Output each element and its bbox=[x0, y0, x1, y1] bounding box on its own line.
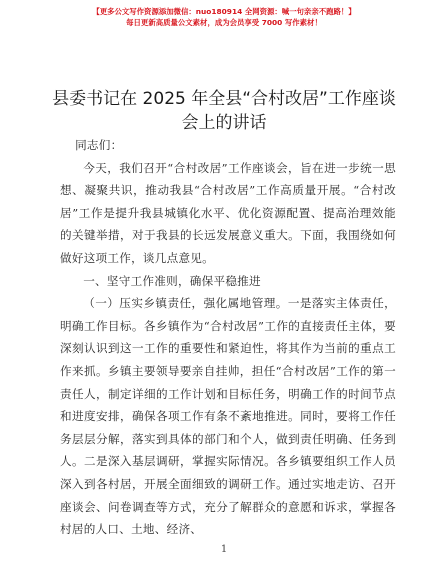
section-heading: 一、坚守工作准则，确保平稳推进 bbox=[83, 273, 261, 288]
document-title-line-2: 会上的讲话 bbox=[181, 113, 267, 133]
promo-banner-line-1: 【更多公文写作资源添加微信：nuo180914 全网资源：喊一句亲亲不跑路！】 bbox=[92, 7, 356, 16]
document-title-line-1: 县委书记在 2025 年全县“合村改居”工作座谈 bbox=[52, 89, 396, 109]
document-title bbox=[0, 87, 448, 135]
greeting: 同志们： bbox=[75, 138, 123, 152]
document-body bbox=[60, 134, 396, 541]
section-paragraph: （一）压实乡镇责任，强化属地管理。一是落实主体责任，明确工作目标。各乡镇作为“合村改居”工作的直接责任主体，要深刻认识到这一工作的重要性和紧迫性，将其作为当前的重点工作来抓。乡镇主要领导要亲自挂帅，担任“合村改居”工作的第一责任人，制定详细的工作计划和目标任务，明确工作的时间节点和进度安排，确保各项工作有条不紊地推进。同时，要将工作任务层层分解，落实到具体的部门和个人，做到责任明确、任务到人。二是深入基层调研，掌握实际情况。各乡镇要组织工作人员深入到各村居，开展全面细致的调研工作。通过实地走访、召开座谈会、问卷调查等方式，充分了解群众的意愿和诉求，掌握各村居的人口、土地、经济、 bbox=[60, 296, 396, 537]
promo-banner-line-2: 每日更新高质量公文素材，成为会员享受 7000 写作素材！ bbox=[126, 18, 322, 27]
intro-paragraph: 今天，我们召开“合村改居”工作座谈会，旨在进一步统一思想、凝聚共识，推动我县“合村改居”工作高质量开展。“合村改居”工作是提升我县城镇化水平、优化资源配置、提高治理效能的关键举措，对于我县的长远发展意义重大。下面，我围绕如何做好这项工作，谈几点意见。 bbox=[60, 160, 396, 265]
page-number: 1 bbox=[220, 544, 228, 555]
promo-banner bbox=[0, 6, 448, 28]
